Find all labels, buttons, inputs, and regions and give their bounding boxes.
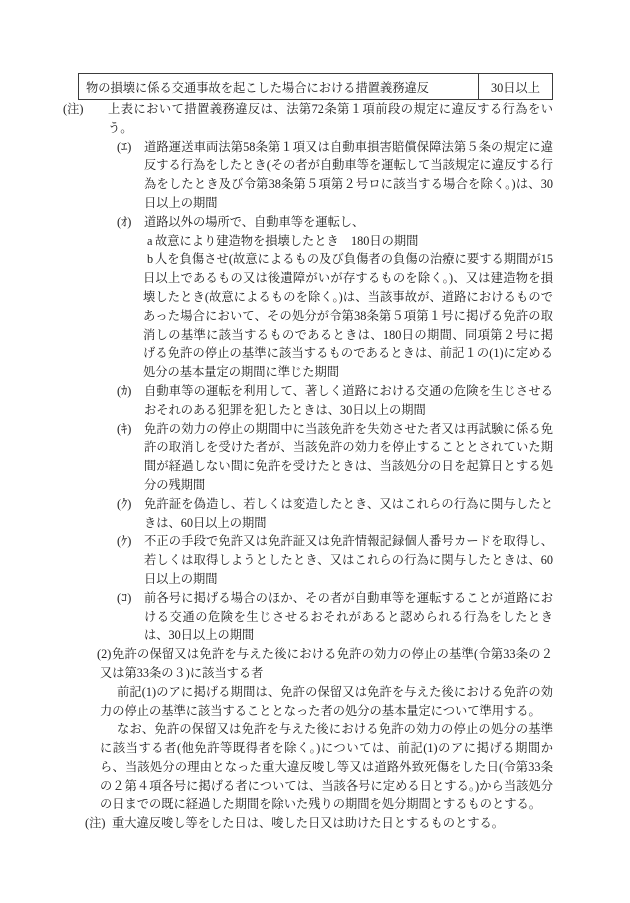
sub-item-a [63,232,553,251]
list-item-ko-text: 前各号に掲げる場合のほか、その者が自動車等を運転することが道路における交通の危険を生じさせるおそれがあると認められる行為をしたときは、30日以上の期間 [144,590,553,643]
paragraph-nao [63,720,553,814]
note-top [63,100,553,138]
sub-item-a-label: a [147,233,153,248]
list-item-ke-label: (ｹ) [117,534,132,549]
note-top-label: (注) [63,102,84,116]
list-item-ku-text: 免許証を偽造し、若しくは変造したとき、又はこれらの行為に関与したときは、60日以上の期間 [144,496,553,530]
section-2-text: 免許の保留又は免許を与えた後における免許の効力の停止の基準(令第33条の２又は第33条の３)に該当する者 [100,647,553,680]
list-item-ku [63,495,553,533]
paragraph-junyo-text: 前記(1)のアに掲げる期間は、免許の保留又は免許を与えた後における免許の効力の停止の基準に該当することとなった者の処分の基本量定について準用する。 [100,684,553,718]
list-item-e-text: 道路運送車両法第58条第１項又は自動車損害賠償保障法第５条の規定に違反する行為をしたとき(その者が自動車等を運転して当該規定に違反する行為をしたとき及び令第38条第５項第２号ロに該当する場合を除く。)は、30日以上の期間 [144,139,553,210]
sub-item-b-label: b [147,252,154,267]
list-item-ko-label: (ｺ) [117,590,132,605]
list-item-o [63,213,553,232]
section-2-heading [63,645,553,683]
list-item-ki-text: 免許の効力の停止の期間中に当該免許を失効させた者又は再試験に係る免許の取消しを受けた者が、当該免許の効力を停止することとされていた期間が経過しない間に免許を受けたときは、当該処分の日を起算日とする処分の残期間 [144,421,553,492]
note-bottom-label: (注) [85,816,106,831]
list-item-ku-label: (ｸ) [117,496,132,511]
penalty-table-violation-cell [79,74,479,99]
violation-text: 物の損壊に係る交通事故を起こした場合における措置義務違反 [86,80,429,95]
list-item-ka [63,382,553,420]
list-item-o-text: 道路以外の場所で、自動車等を運転し、 [144,214,365,229]
note-top-text: 上表において措置義務違反は、法第72条第１項前段の規定に違反する行為をいう。 [108,102,553,135]
list-item-ke-text: 不正の手段で免許又は免許証又は免許情報記録個人番号カードを取得し、若しくは取得しようとしたとき、又はこれらの行為に関与したときは、60日以上の期間 [144,534,553,586]
list-item-o-label: (ｵ) [117,214,132,229]
list-item-ki-label: (ｷ) [117,421,132,436]
list-item-e-label: (ｴ) [117,139,132,154]
list-item-e [63,138,553,213]
sub-item-b [63,250,553,382]
paragraph-nao-text: なお、免許の保留又は免許を与えた後における免許の効力の停止の処分の基準に該当する者(他免許等既得者を除く。)については、前記(1)のアに掲げる期間から、当該処分の理由となった重大違反唆し等又は道路外致死傷をした日(令第33条の２第４項各号に掲げる者については、当該各号に定める日とする。)から当該処分の日までの既に経過した期間を除いた残りの期間を処分期間とするものとする。 [100,722,553,812]
list-item-ko [63,589,553,645]
list-item-ki [63,420,553,495]
note-bottom-text: 重大違反唆し等をした日は、唆した日又は助けた日とするものとする。 [112,816,504,831]
sub-item-b-text: 人を負傷させ(故意によるもの及び負傷者の負傷の治療に要する期間が15日以上であるもの又は後遺障がいが存するものを除く。)、又は建造物を損壊したとき(故意によるものを除く。)は、当該事故が、道路におけるものであった場合において、その処分が令第38条第５項第１号に掲げる免許の取消しの基準に該当するものであるときは、180日の期間、同項第２号に掲げる免許の停止の基準に該当するものであるときは、前記１の(1)に定める処分の基本量定の期間に準じた期間 [143,252,553,380]
period-text: 30日以上 [491,80,540,95]
penalty-table [78,73,553,100]
note-bottom [63,814,553,833]
paragraph-junyo [63,683,553,721]
penalty-table-period-cell [479,74,552,99]
list-item-ka-label: (ｶ) [117,383,132,398]
list-item-ka-text: 自動車等の運転を利用して、著しく道路における交通の危険を生じさせるおそれのある犯罪を犯したときは、30日以上の期間 [144,383,553,417]
section-2-label: (2) [97,647,112,662]
document-body [63,100,553,833]
sub-item-a-text: 故意により建造物を損壊したとき 180日の期間 [155,233,419,248]
list-item-ke [63,532,553,588]
